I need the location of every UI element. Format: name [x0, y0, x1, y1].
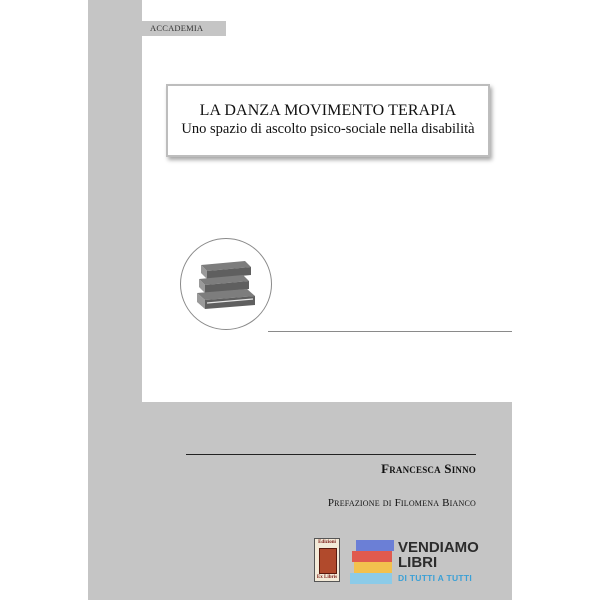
divider-line [268, 331, 512, 332]
watermark-books-icon [350, 538, 396, 586]
cover-white-panel [142, 0, 512, 402]
books-icon [193, 255, 261, 315]
watermark-line2: LIBRI [398, 554, 438, 571]
publisher-logo [314, 538, 340, 582]
publisher-line2: Ex Libris [316, 575, 338, 580]
publisher-line1: Edizioni [318, 540, 336, 545]
title-box [166, 84, 490, 157]
author-name: Francesca Sinno [381, 461, 476, 476]
book-title: LA DANZA MOVIMENTO TERAPIA [199, 102, 457, 119]
watermark-text [398, 540, 479, 583]
preface-credit: Prefazione di Filomena Bianco [327, 497, 476, 509]
watermark-line3: DI TUTTI A TUTTI [398, 573, 473, 583]
watermark-line1: VENDIAMO [398, 539, 479, 556]
books-emblem [180, 238, 272, 330]
book-subtitle: Uno spazio di ascolto psico-sociale nella disabilità [181, 121, 475, 137]
series-label: ACCADEMIA [142, 21, 226, 36]
author-rule [186, 454, 476, 455]
publisher-logo-image [319, 548, 337, 574]
